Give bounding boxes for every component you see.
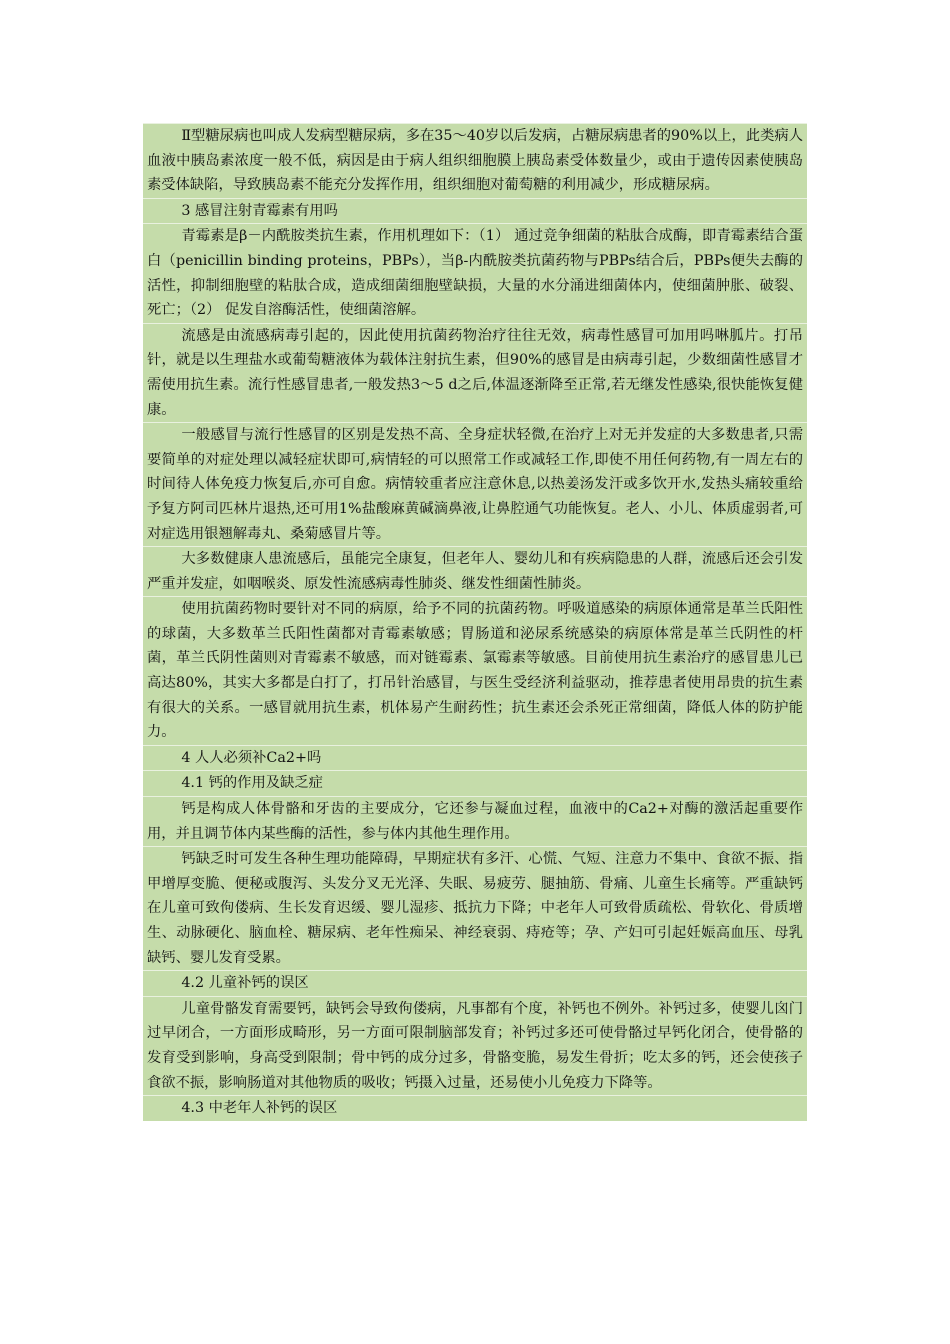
paragraph-flu-complications: 大多数健康人患流感后，虽能完全康复，但老年人、婴幼儿和有疾病隐患的人群，流感后还会引发严重并发症，如咽喉炎、原发性流感病毒性肺炎、继发性细菌性肺炎。 (143, 546, 807, 596)
heading-section-4-1: 4.1 钙的作用及缺乏症 (143, 770, 807, 796)
paragraph-antibiotic-use: 使用抗菌药物时要针对不同的病原，给予不同的抗菌药物。呼吸道感染的病原体通常是革兰氏阳性的球菌，大多数革兰氏阳性菌都对青霉素敏感；胃肠道和泌尿系统感染的病原体常是革兰氏阴性的杆菌，革兰氏阴性菌则对青霉素不敏感，而对链霉素、氯霉素等敏感。目前使用抗生素治疗的感冒患儿已高达80%，其实大多都是白打了，打吊针治感冒，与医生受经济利益驱动，推荐患者使用昂贵的抗生素有很大的关系。一感冒就用抗生素，机体易产生耐药性；抗生素还会杀死正常细菌，降低人体的防护能力。 (143, 596, 807, 745)
paragraph-flu-virus: 流感是由流感病毒引起的，因此使用抗菌药物治疗往往无效，病毒性感冒可加用吗啉胍片。打吊针，就是以生理盐水或葡萄糖液体为载体注射抗生素，但90%的感冒是由病毒引起，少数细菌性感冒才需使用抗生素。流行性感冒患者,一般发热3～5 d之后,体温逐渐降至正常,若无继发性感染,很快能恢复健康。 (143, 323, 807, 422)
paragraph-calcium-deficiency: 钙缺乏时可发生各种生理功能障碍，早期症状有多汗、心慌、气短、注意力不集中、食欲不振、指甲增厚变脆、便秘或腹泻、头发分叉无光泽、失眠、易疲劳、腿抽筋、骨痛、儿童生长痛等。严重缺钙在儿童可致佝偻病、生长发育迟缓、婴儿湿疹、抵抗力下降；中老年人可致骨质疏松、骨软化、骨质增生、动脉硬化、脑血栓、糖尿病、老年性痴呆、神经衰弱、痔疮等；孕、产妇可引起妊娠高血压、母乳缺钙、婴儿发育受累。 (143, 846, 807, 970)
paragraph-penicillin-mechanism: 青霉素是β－内酰胺类抗生素，作用机理如下：（1） 通过竞争细菌的粘肽合成酶，即青霉素结合蛋白（penicillin binding proteins，PBPs），当β-内酰胺类抗菌药物与PBPs结合后，PBPs便失去酶的活性，抑制细胞壁的粘肽合成，造成细菌细胞壁缺损，大量的水分涌进细菌体内，使细菌肿胀、破裂、死亡；（2） 促发自溶酶活性，使细菌溶解。 (143, 223, 807, 322)
paragraph-calcium-role: 钙是构成人体骨骼和牙齿的主要成分，它还参与凝血过程，血液中的Ca2+对酶的激活起重要作用，并且调节体内某些酶的活性，参与体内其他生理作用。 (143, 796, 807, 846)
document-body (143, 123, 807, 1121)
heading-section-4: 4 人人必须补Ca2+吗 (143, 745, 807, 771)
heading-section-4-3: 4.3 中老年人补钙的误区 (143, 1095, 807, 1121)
paragraph-diabetes-type2: Ⅱ型糖尿病也叫成人发病型糖尿病，多在35～40岁以后发病，占糖尿病患者的90%以上，此类病人血液中胰岛素浓度一般不低，病因是由于病人组织细胞膜上胰岛素受体数量少，或由于遗传因素使胰岛素受体缺陷，导致胰岛素不能充分发挥作用，组织细胞对葡萄糖的利用减少，形成糖尿病。 (143, 123, 807, 198)
heading-section-4-2: 4.2 儿童补钙的误区 (143, 970, 807, 996)
paragraph-child-calcium: 儿童骨骼发育需要钙，缺钙会导致佝偻病，凡事都有个度，补钙也不例外。补钙过多，使婴儿囟门过早闭合，一方面形成畸形，另一方面可限制脑部发育；补钙过多还可使骨骼过早钙化闭合，使骨骼的发育受到影响，身高受到限制；骨中钙的成分过多，骨骼变脆，易发生骨折；吃太多的钙，还会使孩子食欲不振，影响肠道对其他物质的吸收；钙摄入过量，还易使小儿免疫力下降等。 (143, 996, 807, 1095)
paragraph-cold-vs-flu: 一般感冒与流行性感冒的区别是发热不高、全身症状轻微,在治疗上对无并发症的大多数患者,只需要简单的对症处理以减轻症状即可,病情轻的可以照常工作或减轻工作,即使不用任何药物,有一周左右的时间待人体免疫力恢复后,亦可自愈。病情较重者应注意休息,以热姜汤发汗或多饮开水,发热头痛较重给予复方阿司匹林片退热,还可用1%盐酸麻黄碱滴鼻液,让鼻腔通气功能恢复。老人、小儿、体质虚弱者,可对症选用银翘解毒丸、桑菊感冒片等。 (143, 422, 807, 546)
heading-section-3: 3 感冒注射青霉素有用吗 (143, 198, 807, 224)
